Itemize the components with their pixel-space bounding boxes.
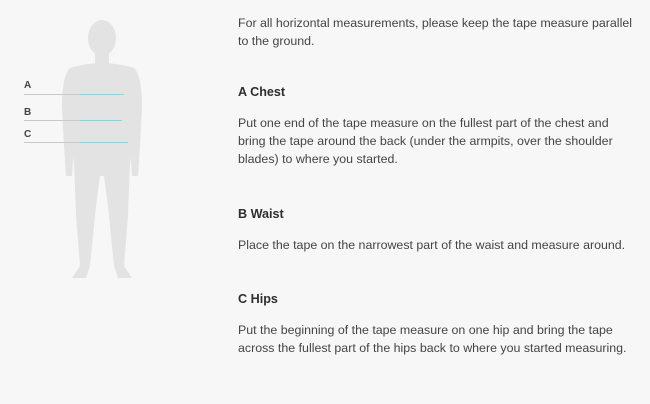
- guide-line-c: [24, 142, 80, 143]
- hips-text: Put the beginning of the tape measure on one hip and bring the tape across the fullest part of the hips back to where you started measuring.: [238, 323, 627, 355]
- body-silhouette-icon: [58, 16, 148, 281]
- chest-text: Put one end of the tape measure on the fullest part of the chest and bring the tape around the back (under the armpits, over the shoulder blades) to where you started.: [238, 116, 613, 166]
- hips-section: [238, 291, 633, 357]
- waist-section: [238, 206, 633, 254]
- chest-section: [238, 84, 633, 168]
- guide-line-b: [24, 120, 80, 121]
- measure-label-a: A: [24, 80, 32, 91]
- measure-label-c: C: [24, 129, 32, 140]
- guide-line-a: [24, 94, 80, 95]
- measurement-instructions: [238, 14, 633, 357]
- chest-measure-line: [80, 94, 124, 95]
- hips-measure-line: [80, 142, 128, 143]
- body-measurement-figure: [0, 0, 225, 404]
- hips-title: C Hips: [238, 292, 278, 306]
- intro-text: For all horizontal measurements, please keep the tape measure parallel to the ground.: [238, 16, 632, 48]
- waist-text: Place the tape on the narrowest part of the waist and measure around.: [238, 238, 626, 252]
- waist-measure-line: [80, 120, 122, 121]
- measure-label-b: B: [24, 107, 32, 118]
- chest-title: A Chest: [238, 85, 286, 99]
- waist-title: B Waist: [238, 207, 284, 221]
